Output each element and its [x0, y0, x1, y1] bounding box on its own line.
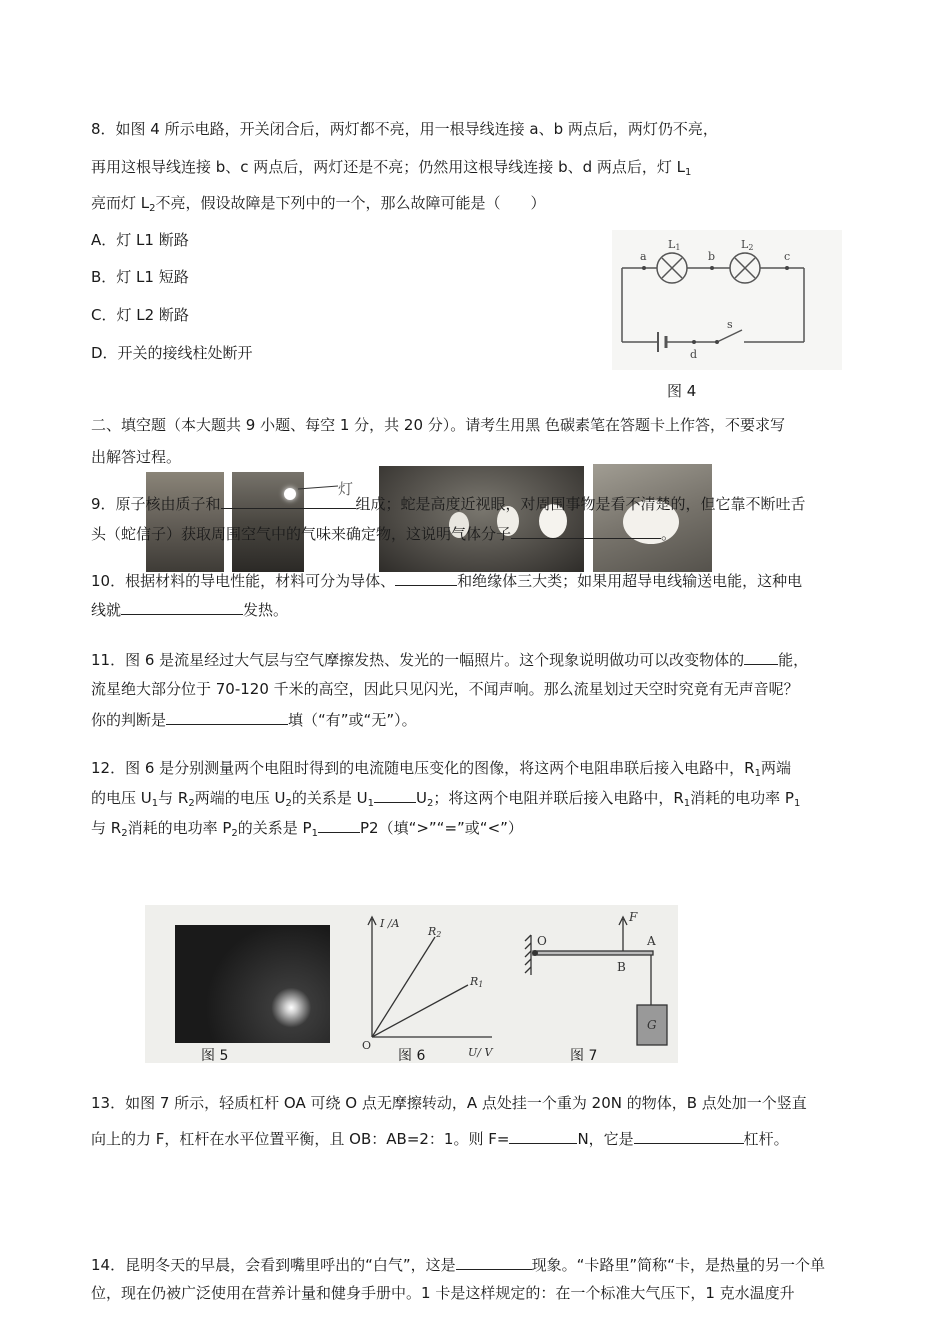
section2-line1: 二、填空题（本大题共 9 小题、每空 1 分，共 20 分）。请考生用黑 色碳素笔在答题卡上作答，不要求写 — [91, 416, 786, 434]
circuit-label-b: b — [708, 250, 716, 263]
q10-line1: 10．根据材料的导电性能，材料可分为导体、 和绝缘体三大类；如果用超导电线输送电能，这种电 — [91, 569, 802, 592]
q8-option-b: B．灯 L1 短路 — [91, 268, 189, 286]
q12-blank-1[interactable] — [374, 786, 416, 803]
figure-7-b: B — [617, 960, 626, 974]
figure-6-r1-label: R1 — [470, 975, 484, 989]
figures-5-6-7-panel — [145, 905, 678, 1063]
figure-5-caption: 图 5 — [201, 1048, 229, 1064]
q13-line2: 向上的力 F，杠杆在水平位置平衡，且 OB：AB=2：1。则 F= N，它是 杠杆。 — [91, 1127, 789, 1150]
circuit-label-l2: L2 — [741, 238, 754, 252]
lamp-label: 灯 — [338, 480, 354, 498]
q13-blank-1[interactable] — [509, 1127, 577, 1144]
figure-7-caption: 图 7 — [570, 1048, 598, 1064]
q11-blank-1[interactable] — [744, 648, 778, 665]
q10-line2: 线就 发热。 — [91, 598, 288, 621]
line-r2 — [372, 937, 435, 1037]
figure-6-ylabel: I /A — [380, 917, 400, 930]
q11-line3: 你的判断是 填（“有”或“无”）。 — [91, 708, 417, 731]
q9-line2: 头（蛇信子）获取周围空气中的气味来确定物，这说明气体分子 。 — [91, 522, 676, 545]
q11-line1: 11．图 6 是流星经过大气层与空气摩擦发热、发光的一幅照片。这个现象说明做功可以改变物体的 能， — [91, 648, 808, 671]
section2-line2: 出解答过程。 — [91, 448, 182, 466]
q9-blank-2[interactable] — [511, 522, 661, 539]
q9-line1: 9．原子核由质子和 组成；蛇是高度近视眼，对周围事物是看不清楚的，但它靠不断吐舌 — [91, 492, 806, 515]
circuit-label-d: d — [690, 348, 698, 361]
circuit-label-a: a — [640, 250, 647, 263]
q12-line2: 的电压 $U_1$与 $R_2$两端的电压 $U_2$的关系是 $U_1$ $U_2$；将这两个电阻并联后接入电路中，$R_1$消耗的电功率 $P_1$ — [91, 786, 800, 809]
line-r1 — [372, 985, 468, 1037]
meteor-photo — [175, 925, 330, 1043]
q8-line2: 再用这根导线连接 b、c 两点后，两灯还是不亮；仍然用这根导线连接 b、d 两点后，灯 $L_1$ — [91, 158, 692, 178]
figure-7-lever — [515, 905, 678, 1063]
figure-6-graph — [350, 905, 500, 1063]
q9-blank-1[interactable] — [221, 492, 356, 509]
figure-6-xlabel: U/ V — [468, 1046, 493, 1059]
q13-blank-2[interactable] — [634, 1127, 744, 1144]
figure-4-circuit — [612, 230, 842, 370]
figure-7-a: A — [647, 934, 656, 948]
q8-option-c: C．灯 L2 断路 — [91, 306, 189, 324]
circuit-label-c: c — [784, 250, 791, 263]
figure-7-o: O — [537, 934, 547, 948]
circuit-label-s: s — [727, 318, 733, 331]
q10-blank-2[interactable] — [121, 598, 243, 615]
q14-line2: 位，现在仍被广泛使用在营养计量和健身手册中。1 卡是这样规定的：在一个标准大气压下，1 克水温度升 — [91, 1284, 795, 1302]
q8-option-d: D．开关的接线柱处断开 — [91, 344, 253, 362]
eggs-photo — [379, 466, 584, 572]
figure-7-f: F — [629, 910, 638, 924]
q13-line1: 13．如图 7 所示，轻质杠杆 OA 可绕 O 点无摩擦转动，A 点处挂一个重为 20N 的物体，B 点处加一个竖直 — [91, 1094, 807, 1112]
figure-6-caption: 图 6 — [398, 1048, 426, 1064]
figure-6-origin: O — [362, 1039, 372, 1052]
figure-7-g: G — [647, 1018, 657, 1032]
hand-egg-photo — [593, 464, 712, 572]
q10-blank-1[interactable] — [395, 569, 457, 586]
figure-4-caption: 图 4 — [667, 382, 697, 400]
q14-line1: 14．昆明冬天的早晨，会看到嘴里呼出的“白气”，这是 现象。“卡路里”简称“卡，是热量的另一个单 — [91, 1253, 825, 1276]
q12-line3: 与 $R_2$消耗的电功率 $P_2$的关系是 $P_1$ P2（填“>”“=”或“<”） — [91, 816, 523, 839]
q11-blank-2[interactable] — [166, 708, 288, 725]
q8-option-a: A．灯 L1 断路 — [91, 231, 189, 249]
q8-line3: 亮而灯 $L_2$不亮，假设故障是下列中的一个，那么故障可能是（ ） — [91, 194, 546, 214]
circuit-label-l1: L1 — [668, 238, 681, 252]
q12-line1: 12．图 6 是分别测量两个电阻时得到的电流随电压变化的图像，将这两个电阻串联后接入电路中，$R_1$两端 — [91, 759, 791, 779]
q12-blank-2[interactable] — [318, 816, 360, 833]
q11-line2: 流星绝大部分位于 70-120 千米的高空，因此只见闪光，不闻声响。那么流星划过天空时究竟有无声音呢？ — [91, 680, 799, 698]
q8-line1: 8．如图 4 所示电路，开关闭合后，两灯都不亮，用一根导线连接 a、b 两点后，两灯仍不亮， — [91, 120, 718, 138]
figure-6-r2-label: R2 — [428, 925, 442, 939]
q14-blank-1[interactable] — [456, 1253, 532, 1270]
